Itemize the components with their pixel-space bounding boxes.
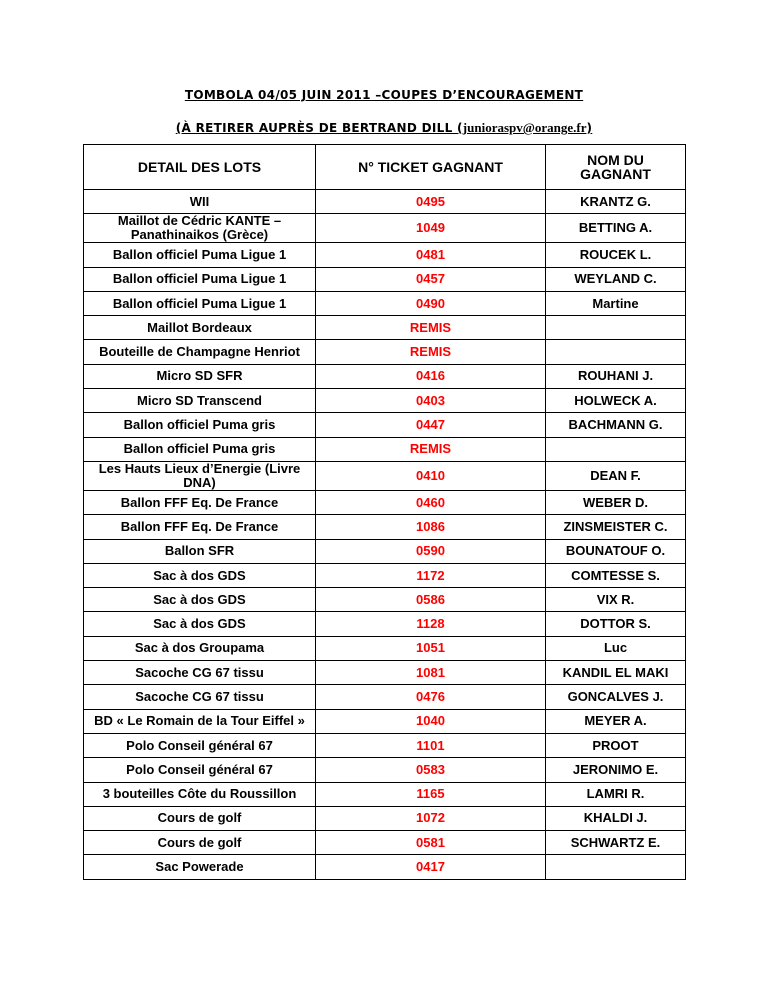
table-row	[84, 733, 686, 757]
lot-cell: Polo Conseil général 67	[84, 733, 316, 757]
winner-cell: DOTTOR S.	[546, 612, 686, 636]
winner-cell: MEYER A.	[546, 709, 686, 733]
winner-cell	[546, 437, 686, 461]
table-row	[84, 636, 686, 660]
lot-cell: Ballon FFF Eq. De France	[84, 490, 316, 514]
winners-table	[83, 144, 686, 880]
header-lot-detail: DETAIL DES LOTS	[84, 145, 316, 190]
table-row	[84, 214, 686, 243]
table-header-row	[84, 145, 686, 190]
ticket-cell: 0586	[316, 588, 546, 612]
ticket-cell: 1086	[316, 515, 546, 539]
winner-cell: DEAN F.	[546, 461, 686, 490]
lot-cell: Sac à dos GDS	[84, 563, 316, 587]
lot-cell: 3 bouteilles Côte du Roussillon	[84, 782, 316, 806]
ticket-cell: 0410	[316, 461, 546, 490]
table-row	[84, 588, 686, 612]
lot-cell: Bouteille de Champagne Henriot	[84, 340, 316, 364]
winner-cell: WEYLAND C.	[546, 267, 686, 291]
lot-cell: BD « Le Romain de la Tour Eiffel »	[84, 709, 316, 733]
winner-cell: GONCALVES J.	[546, 685, 686, 709]
subtitle-prefix: (À RETIRER AUPRÈS DE BERTRAND DILL (	[175, 121, 463, 135]
ticket-cell: 1051	[316, 636, 546, 660]
winner-cell: Martine	[546, 291, 686, 315]
winner-cell: Luc	[546, 636, 686, 660]
subtitle-suffix: )	[586, 121, 593, 135]
lot-cell: Ballon officiel Puma gris	[84, 437, 316, 461]
winner-cell: ROUCEK L.	[546, 243, 686, 267]
ticket-cell: 1081	[316, 661, 546, 685]
ticket-cell: 0495	[316, 190, 546, 214]
table-row	[84, 267, 686, 291]
ticket-cell: 1165	[316, 782, 546, 806]
winner-cell: HOLWECK A.	[546, 389, 686, 413]
table-row	[84, 831, 686, 855]
table-row	[84, 364, 686, 388]
winner-cell: BACHMANN G.	[546, 413, 686, 437]
table-row	[84, 515, 686, 539]
winner-cell: BETTING A.	[546, 214, 686, 243]
table-row	[84, 461, 686, 490]
winner-cell: VIX R.	[546, 588, 686, 612]
lot-cell: Sacoche CG 67 tissu	[84, 685, 316, 709]
table-row	[84, 563, 686, 587]
ticket-cell: 1101	[316, 733, 546, 757]
table-row	[84, 661, 686, 685]
lot-cell: Ballon officiel Puma Ligue 1	[84, 291, 316, 315]
document-title: TOMBOLA 04/05 JUIN 2011 –COUPES D’ENCOURAGEMENT	[184, 88, 584, 102]
table-row	[84, 685, 686, 709]
table-row	[84, 855, 686, 879]
ticket-cell: REMIS	[316, 316, 546, 340]
lot-cell: Sac à dos GDS	[84, 588, 316, 612]
table-row	[84, 389, 686, 413]
table-row	[84, 316, 686, 340]
lot-cell: Ballon SFR	[84, 539, 316, 563]
winner-cell: WEBER D.	[546, 490, 686, 514]
winner-cell: LAMRI R.	[546, 782, 686, 806]
winner-cell: ROUHANI J.	[546, 364, 686, 388]
ticket-cell: 1128	[316, 612, 546, 636]
winner-cell	[546, 340, 686, 364]
table-row	[84, 612, 686, 636]
ticket-cell: 1049	[316, 214, 546, 243]
lot-cell: Ballon FFF Eq. De France	[84, 515, 316, 539]
ticket-cell: 0416	[316, 364, 546, 388]
ticket-cell: 0590	[316, 539, 546, 563]
table-row	[84, 340, 686, 364]
lot-cell: Ballon officiel Puma Ligue 1	[84, 243, 316, 267]
ticket-cell: 1172	[316, 563, 546, 587]
table-row	[84, 758, 686, 782]
header-winning-ticket: N° TICKET GAGNANT	[316, 145, 546, 190]
lot-cell: Maillot de Cédric KANTE – Panathinaikos (Grèce)	[84, 214, 316, 243]
ticket-cell: REMIS	[316, 437, 546, 461]
table-row	[84, 291, 686, 315]
table-row	[84, 190, 686, 214]
ticket-cell: 1072	[316, 806, 546, 830]
table-row	[84, 782, 686, 806]
lot-cell: Cours de golf	[84, 806, 316, 830]
table-row	[84, 243, 686, 267]
lot-cell: Sac à dos Groupama	[84, 636, 316, 660]
ticket-cell: 0457	[316, 267, 546, 291]
ticket-cell: 0417	[316, 855, 546, 879]
table-row	[84, 437, 686, 461]
ticket-cell: REMIS	[316, 340, 546, 364]
winner-cell: COMTESSE S.	[546, 563, 686, 587]
lot-cell: Ballon officiel Puma Ligue 1	[84, 267, 316, 291]
winner-cell: PROOT	[546, 733, 686, 757]
winner-cell: KRANTZ G.	[546, 190, 686, 214]
lot-cell: Les Hauts Lieux d’Energie (Livre DNA)	[84, 461, 316, 490]
lot-cell: Polo Conseil général 67	[84, 758, 316, 782]
ticket-cell: 0447	[316, 413, 546, 437]
lot-cell: Micro SD SFR	[84, 364, 316, 388]
lot-cell: WII	[84, 190, 316, 214]
document-subtitle	[0, 120, 768, 136]
table-row	[84, 413, 686, 437]
winner-cell: JERONIMO E.	[546, 758, 686, 782]
winner-cell: BOUNATOUF O.	[546, 539, 686, 563]
winner-cell: ZINSMEISTER C.	[546, 515, 686, 539]
table-row	[84, 806, 686, 830]
winner-cell: KHALDI J.	[546, 806, 686, 830]
lot-cell: Sac à dos GDS	[84, 612, 316, 636]
ticket-cell: 0460	[316, 490, 546, 514]
lot-cell: Micro SD Transcend	[84, 389, 316, 413]
table-row	[84, 490, 686, 514]
lot-cell: Cours de golf	[84, 831, 316, 855]
contact-email: junioraspv@orange.fr	[462, 120, 587, 135]
lot-cell: Maillot Bordeaux	[84, 316, 316, 340]
winner-cell: SCHWARTZ E.	[546, 831, 686, 855]
table-row	[84, 539, 686, 563]
table-row	[84, 709, 686, 733]
winner-cell: KANDIL EL MAKI	[546, 661, 686, 685]
ticket-cell: 1040	[316, 709, 546, 733]
lot-cell: Ballon officiel Puma gris	[84, 413, 316, 437]
winner-cell	[546, 316, 686, 340]
ticket-cell: 0581	[316, 831, 546, 855]
lot-cell: Sac Powerade	[84, 855, 316, 879]
ticket-cell: 0403	[316, 389, 546, 413]
ticket-cell: 0481	[316, 243, 546, 267]
ticket-cell: 0476	[316, 685, 546, 709]
ticket-cell: 0583	[316, 758, 546, 782]
lot-cell: Sacoche CG 67 tissu	[84, 661, 316, 685]
ticket-cell: 0490	[316, 291, 546, 315]
header-winner-name: NOM DU GAGNANT	[546, 145, 686, 190]
table-body	[84, 190, 686, 880]
winner-cell	[546, 855, 686, 879]
